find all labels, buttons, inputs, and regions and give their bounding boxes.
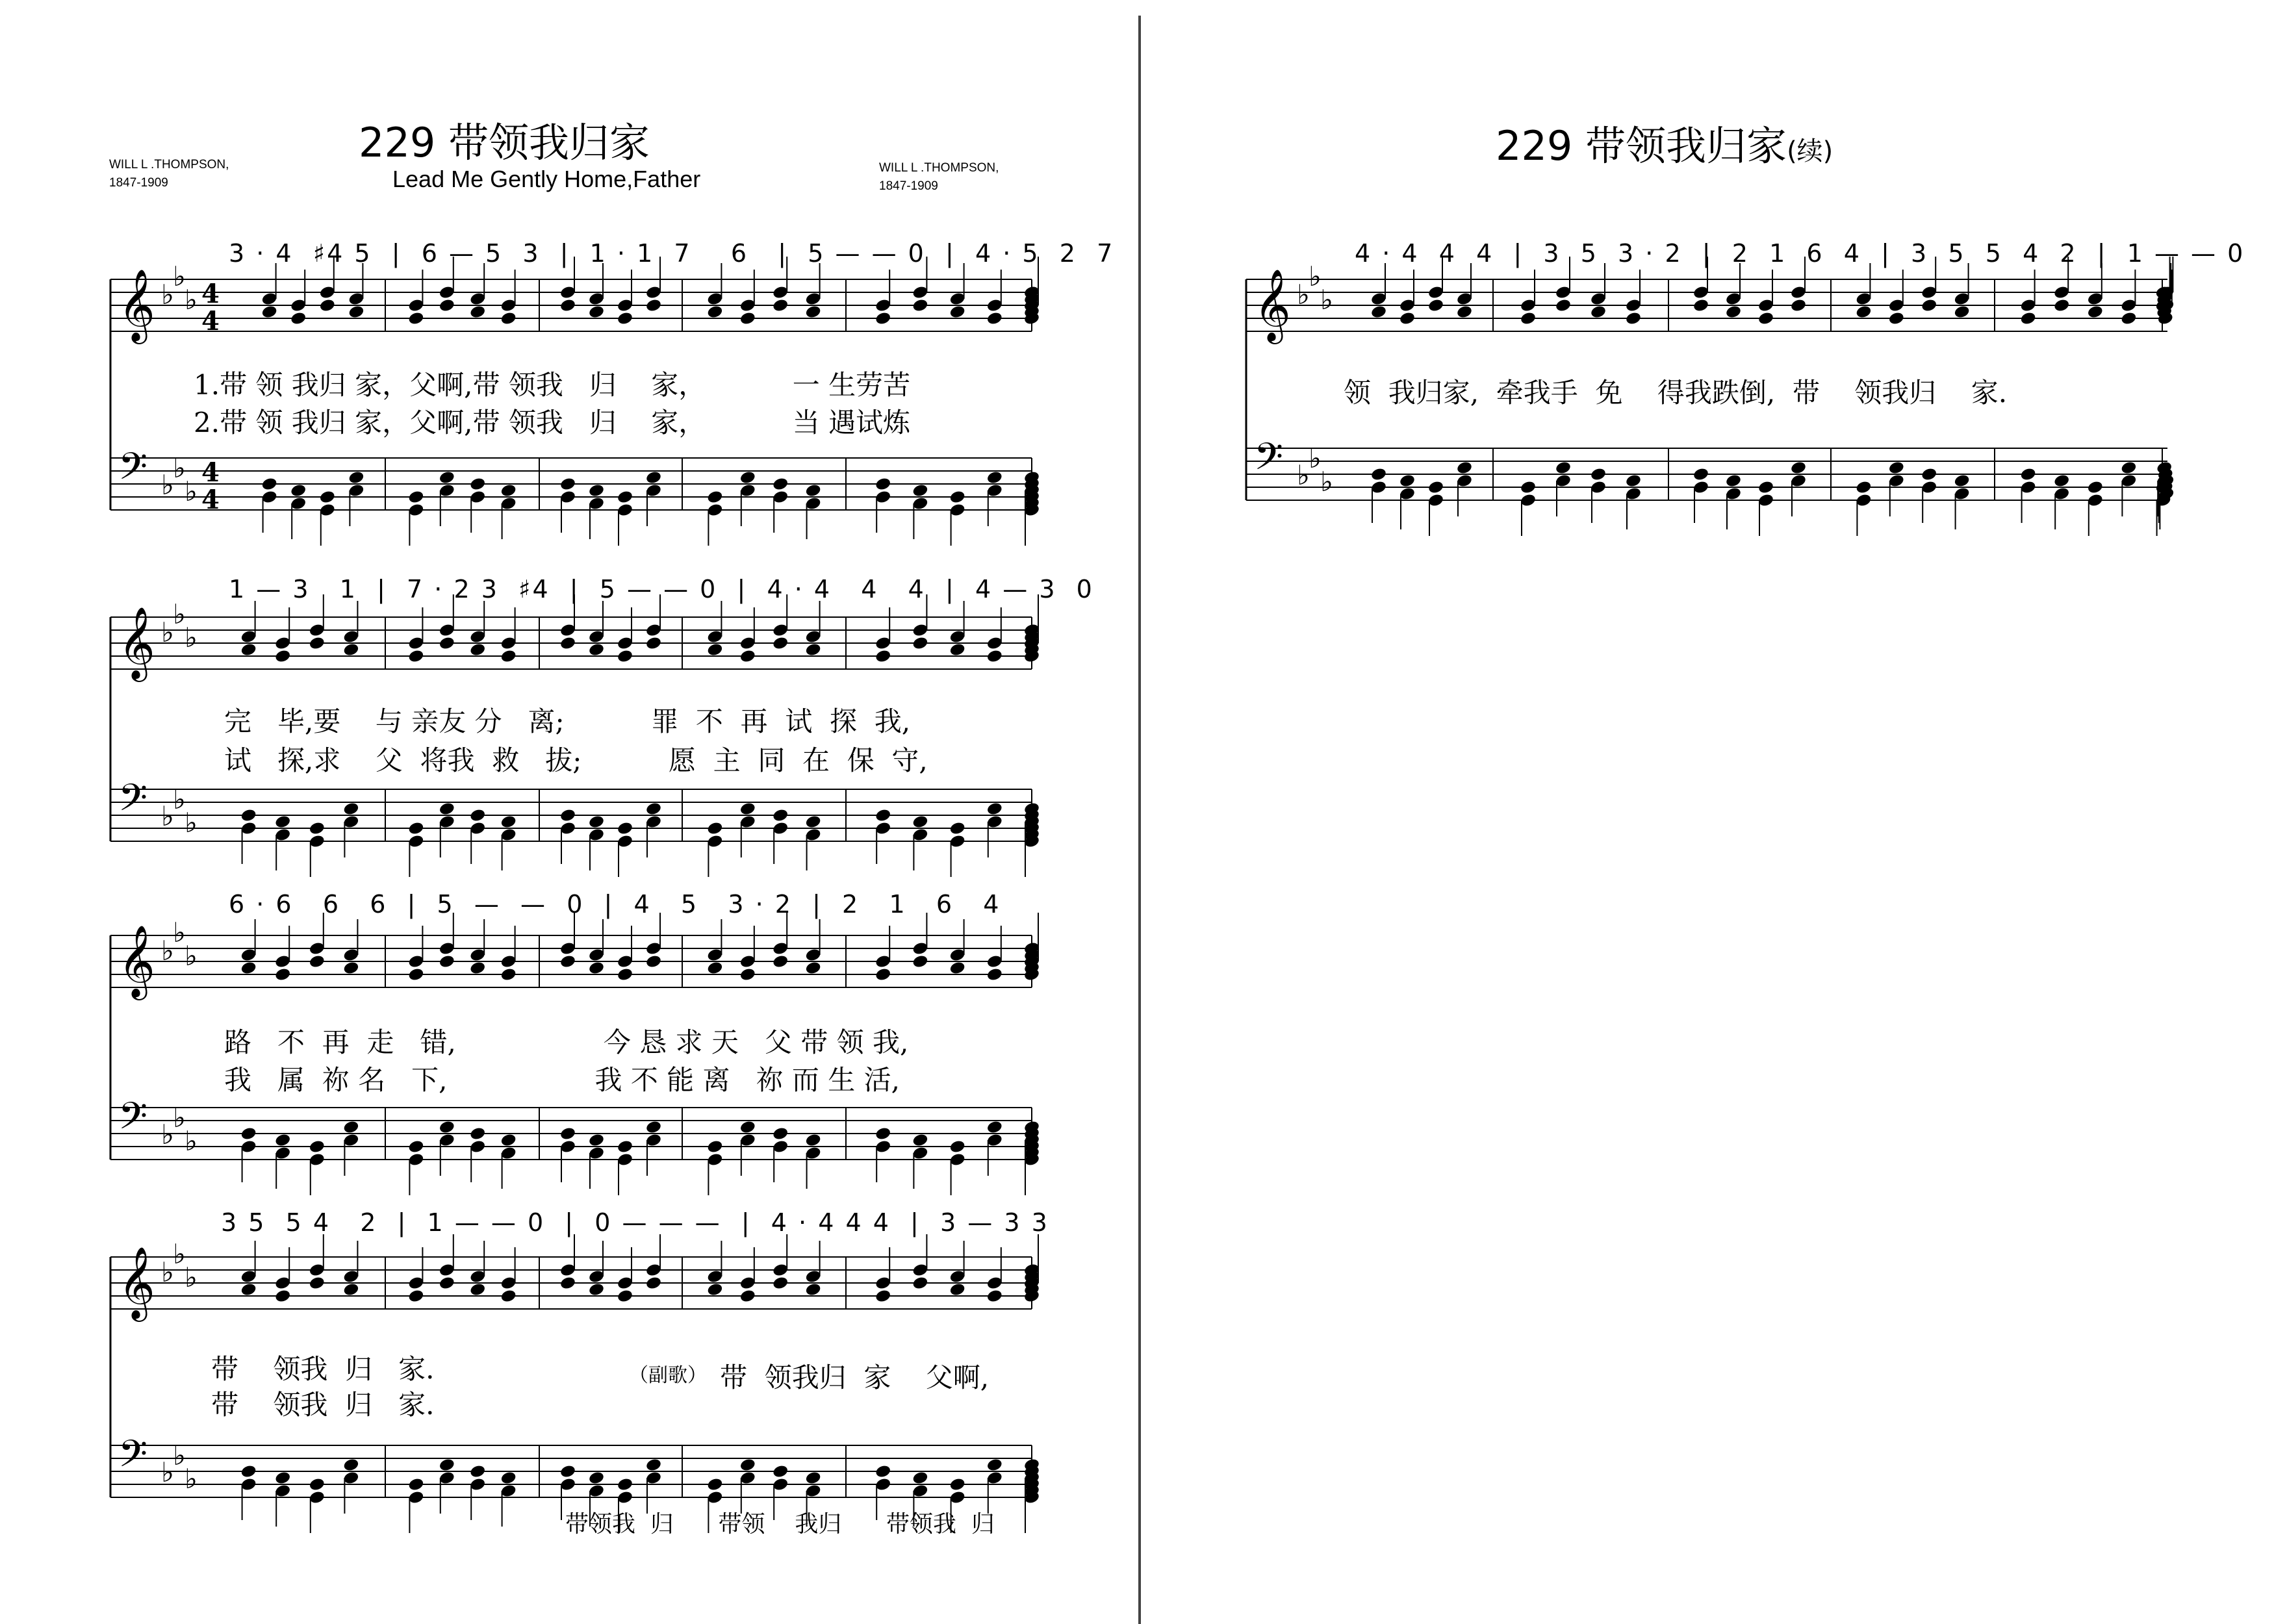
flat-sign: ♭ [1297, 459, 1310, 491]
notehead [1590, 305, 1607, 320]
notehead [1855, 305, 1872, 320]
jianpu-line: 6 · 6 6 6 | 5 — — 0 | 4 5 3 · 2 | 2 1 6 4 [229, 890, 1001, 919]
flat-sign: ♭ [185, 807, 198, 839]
time-signature-top: 4 [201, 457, 220, 488]
flat-sign: ♭ [161, 616, 174, 648]
notehead [1888, 311, 1905, 326]
lyric-line: 领 我归家, 牵我手 免 得我跌倒, 带 领我归 家. [1344, 377, 2008, 409]
treble-clef: 𝄞 [1254, 268, 1291, 341]
notehead [1625, 474, 1642, 488]
refrain-lyric: 带 领我归 家 父啊, [720, 1362, 990, 1393]
notehead [1954, 305, 1971, 320]
time-signature-top: 4 [201, 279, 220, 309]
flat-sign: ♭ [1309, 442, 1322, 474]
flat-sign: ♭ [185, 1463, 198, 1495]
notehead [2087, 305, 2104, 320]
flat-sign: ♭ [173, 1102, 186, 1134]
flat-sign: ♭ [1309, 260, 1322, 292]
title-text: 229 带领我归家 [1496, 122, 1787, 170]
flat-sign: ♭ [161, 1456, 174, 1488]
flat-sign: ♭ [173, 783, 186, 815]
notehead [2020, 467, 2037, 482]
flat-sign: ♭ [173, 598, 186, 630]
flat-sign: ♭ [185, 940, 198, 972]
flat-sign: ♭ [185, 284, 198, 316]
flat-sign: ♭ [161, 1256, 174, 1288]
notehead [1399, 474, 1416, 488]
notehead [1520, 480, 1537, 495]
notehead [2053, 298, 2070, 313]
treble-clef: 𝄞 [118, 268, 155, 341]
notehead [1456, 461, 1473, 476]
notehead [1370, 467, 1387, 482]
notehead [1555, 298, 1572, 313]
flat-sign: ♭ [173, 452, 186, 484]
notehead [1725, 474, 1742, 488]
notehead [1427, 480, 1444, 495]
bass-clef: 𝄢 [118, 1432, 148, 1485]
notehead [1370, 305, 1387, 320]
flat-sign: ♭ [161, 1119, 174, 1150]
refrain-label: （副歌） [629, 1364, 707, 1387]
flat-sign: ♭ [161, 469, 174, 501]
treble-clef: 𝄞 [118, 1246, 155, 1319]
notehead [1855, 480, 1872, 495]
notehead [1954, 474, 1971, 488]
notehead [1625, 311, 1642, 326]
jianpu-line: 3 5 5 4 2 | 1 — — 0 | 0 — — — | 4 · 4 4 4 | 3 — 3 3 [221, 1208, 1049, 1237]
notehead [1456, 305, 1473, 320]
notehead [1590, 467, 1607, 482]
flat-sign: ♭ [161, 800, 174, 832]
flat-sign: ♭ [1297, 279, 1310, 311]
lyric-verse-2: 我 属 祢 名 下, 我 不 能 离 祢 而 生 活, [224, 1064, 900, 1096]
flat-sign: ♭ [161, 279, 174, 311]
notehead [1520, 311, 1537, 326]
jianpu-line: 1 — 3 1 | 7 · 2 3 ♯4 | 5 — — 0 | 4 · 4 4 4 | 4 — 3 0 [229, 575, 1094, 603]
time-signature-bottom: 4 [201, 306, 220, 336]
bass-clef: 𝄢 [118, 1094, 148, 1147]
flat-sign: ♭ [185, 476, 198, 507]
notehead [2020, 311, 2037, 326]
flat-sign: ♭ [173, 1238, 186, 1270]
flat-sign: ♭ [185, 1262, 198, 1293]
notehead [1555, 461, 1572, 476]
time-signature-bottom: 4 [201, 485, 220, 515]
notehead [1921, 467, 1937, 482]
treble-staff [1246, 257, 2175, 344]
flat-sign: ♭ [173, 1440, 186, 1471]
bass-staff [1246, 435, 2175, 536]
lyric-verse-2: 带 领我 归 家. [211, 1389, 435, 1421]
notehead [2120, 461, 2137, 476]
bass-clef: 𝄢 [118, 776, 148, 829]
flat-sign: ♭ [173, 917, 186, 948]
title-continued-mark: (续) [1787, 136, 1833, 166]
notehead [1888, 461, 1905, 476]
notehead [1790, 461, 1807, 476]
bass-clef: 𝄢 [1254, 435, 1284, 488]
notehead [1725, 305, 1742, 320]
flat-sign: ♭ [185, 622, 198, 653]
hymn-subtitle: Lead Me Gently Home,Father [392, 166, 701, 192]
notehead [1399, 311, 1416, 326]
bass-lyric: 带领我 归 带领 我归 带领我 归 [565, 1511, 995, 1538]
lyric-verse-1: 带 领我 归 家. [211, 1353, 435, 1385]
flat-sign: ♭ [161, 935, 174, 967]
notehead [1757, 480, 1774, 495]
lyric-verse-1: 路 不 再 走 错, 今 恳 求 天 父 带 领 我, [224, 1026, 909, 1058]
notehead [1693, 467, 1709, 482]
notehead [1790, 298, 1807, 313]
lyric-verse-2: 试 探,求 父 将我 救 拔; 愿 主 同 在 保 守, [224, 744, 928, 776]
flat-sign: ♭ [185, 1125, 198, 1157]
jianpu-line: 4 · 4 4 4 | 3 5 3 · 2 | 2 1 6 4 | 3 5 5 4 2 | 1 — — 0 [1355, 239, 2245, 268]
notehead [2053, 474, 2070, 488]
notehead [1427, 298, 1444, 313]
composer-name: WILL L .THOMPSON, [109, 158, 229, 171]
bass-clef: 𝄢 [118, 444, 148, 498]
lyric-verse-1: 完 毕,要 与 亲友 分 离; 罪 不 再 试 探 我, [224, 705, 911, 737]
flat-sign: ♭ [1320, 284, 1333, 316]
notehead [1921, 298, 1937, 313]
notehead [1757, 311, 1774, 326]
notehead [2087, 480, 2104, 495]
jianpu-line: 3 · 4 ♯4 5 | 6 — 5 3 | 1 · 1 7 6 | 5 — — 0 | 4 · 5 2 7 [229, 239, 1115, 268]
lyric-verse-1: 1.带 领 我归 家，父啊,带 领我 归 家， 一 生劳苦 [194, 369, 911, 401]
treble-clef: 𝄞 [118, 924, 155, 997]
notehead [2120, 311, 2137, 326]
lyric-verse-2: 2.带 领 我归 家，父啊,带 领我 归 家， 当 遇试炼 [194, 407, 911, 438]
composer-years: 1847-1909 [879, 179, 938, 193]
flat-sign: ♭ [1320, 466, 1333, 498]
composer-years: 1847-1909 [109, 176, 168, 190]
composer-name: WILL L .THOMPSON, [879, 161, 999, 175]
flat-sign: ♭ [173, 260, 186, 292]
notehead [1693, 298, 1709, 313]
treble-clef: 𝄞 [118, 606, 155, 679]
hymn-title: 229 带领我归家 [359, 119, 650, 166]
